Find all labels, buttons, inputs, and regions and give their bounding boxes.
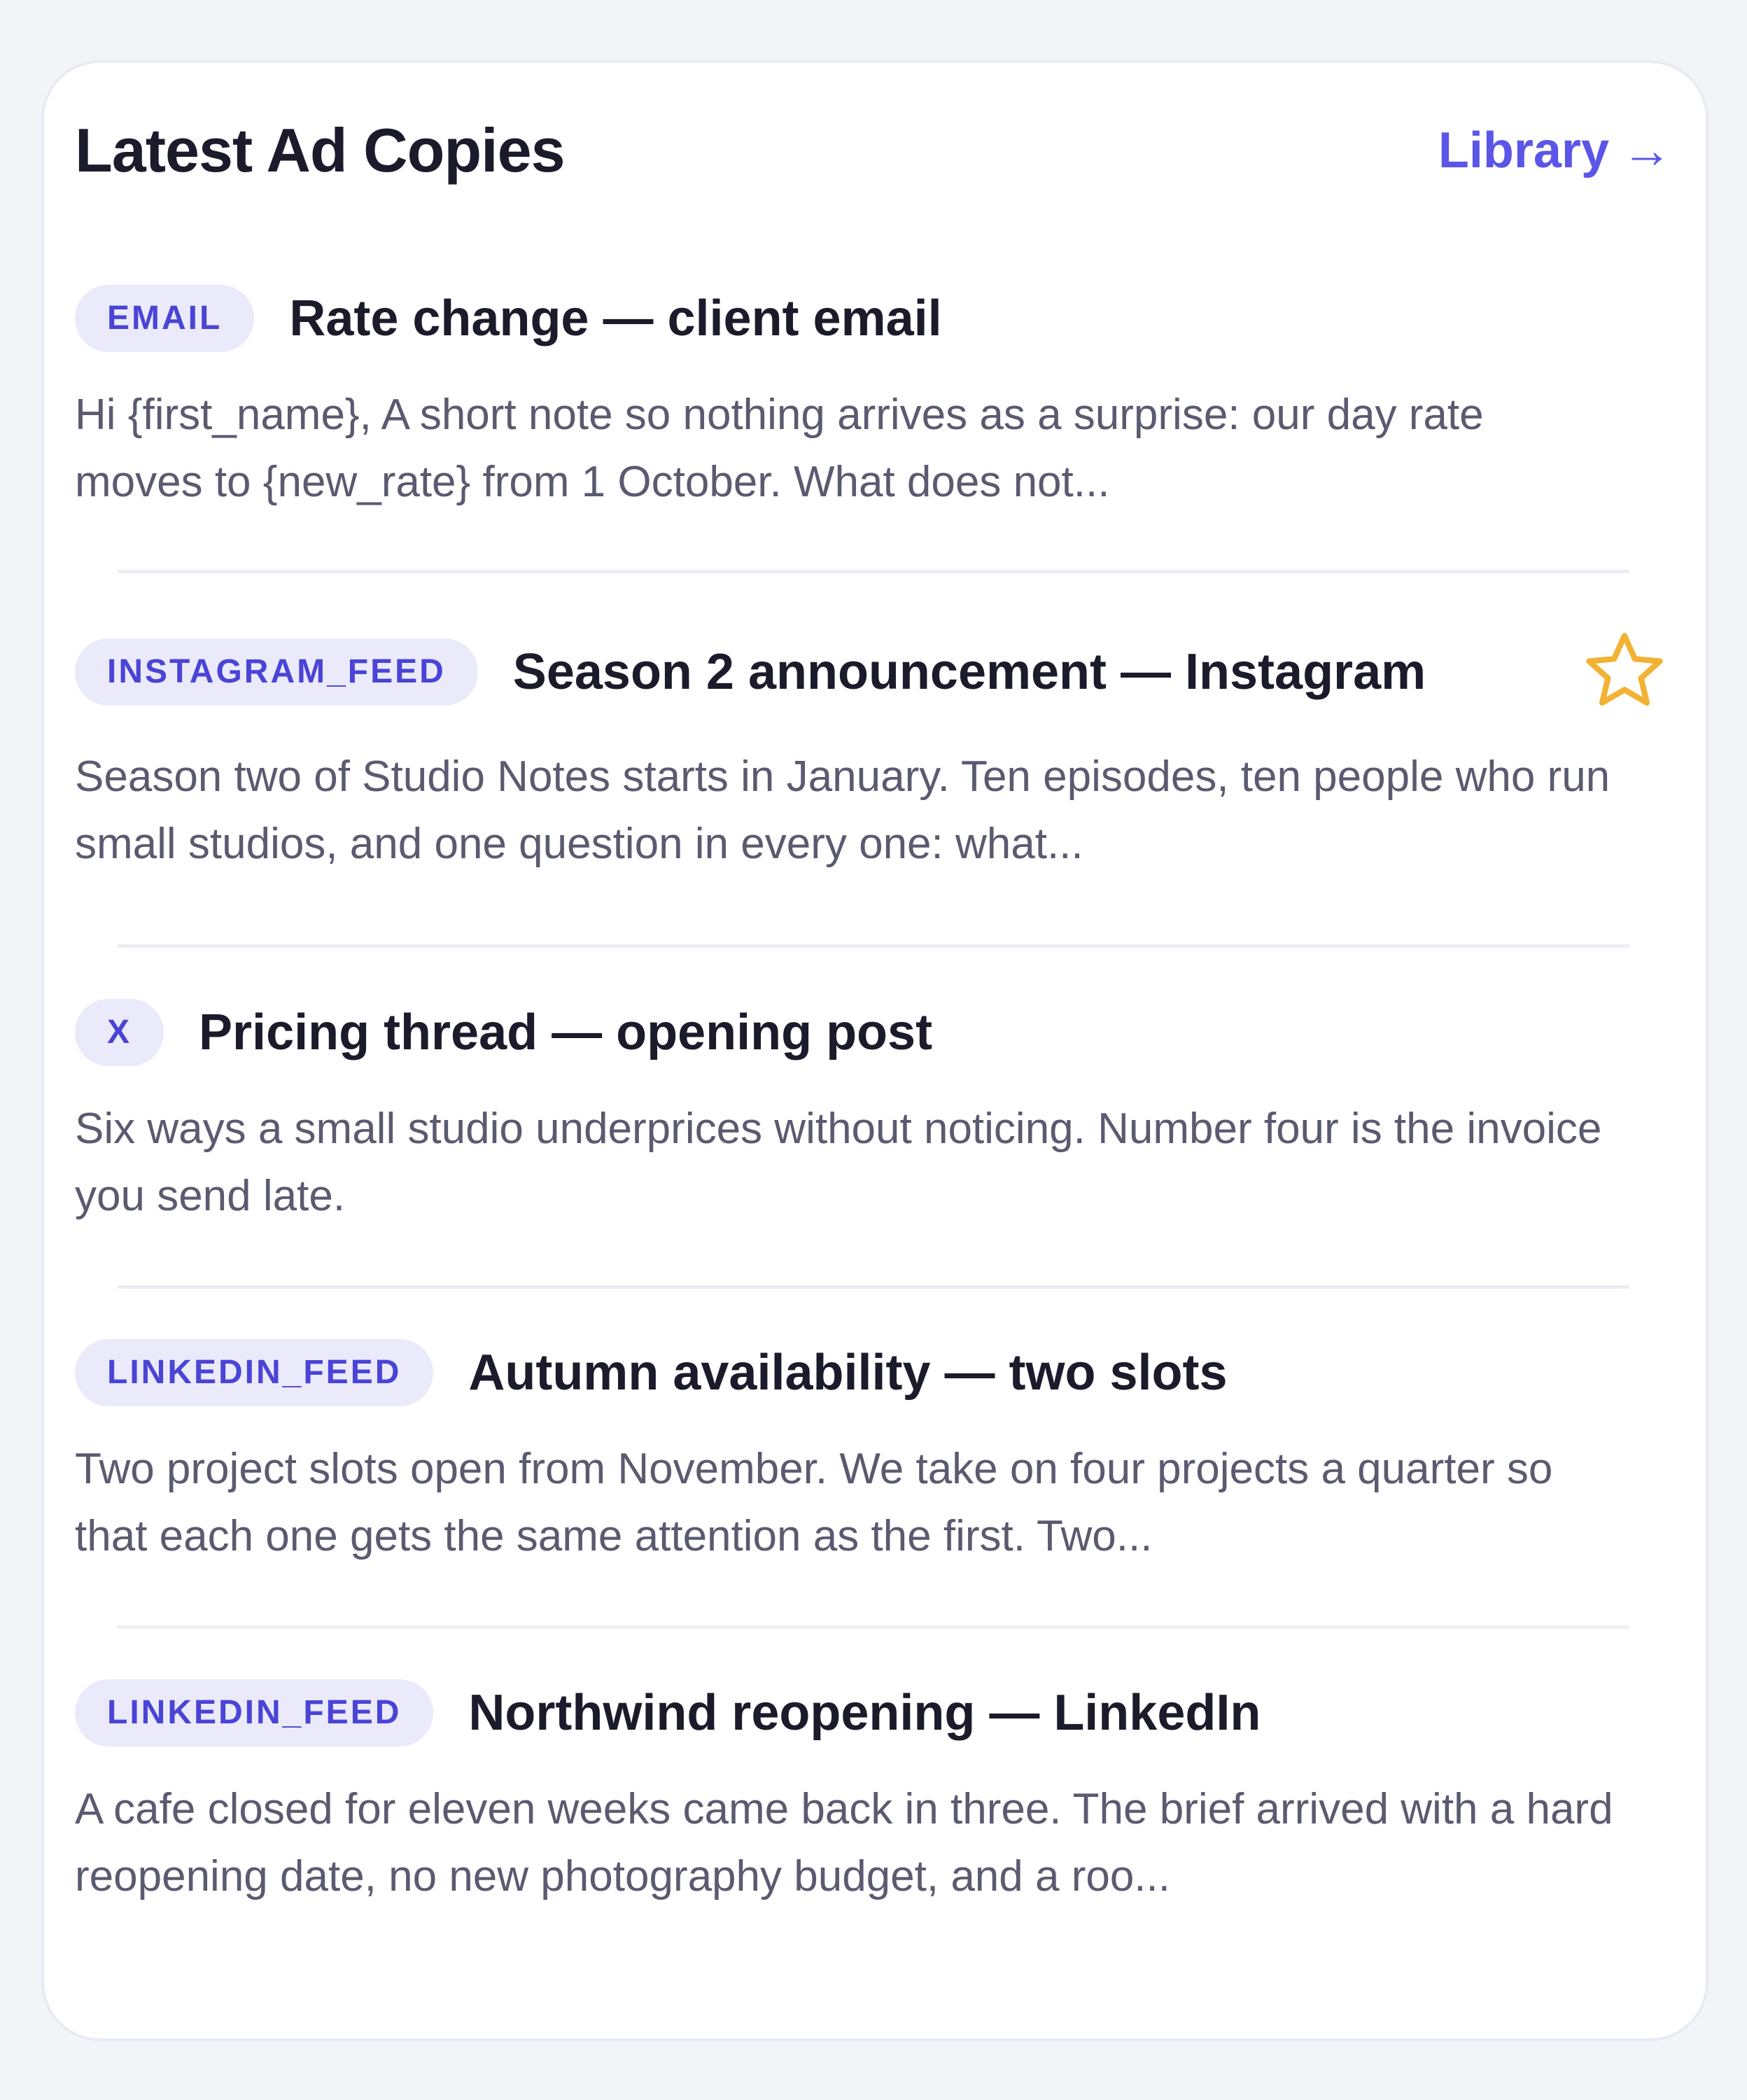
ad-copy-preview: A cafe closed for eleven weeks came back in three. The brief arrived with a hard reopening date, no new photography budget, and a roo... [75, 1785, 1613, 1900]
ad-copy-item[interactable] [75, 284, 1672, 516]
card-header [75, 112, 1672, 189]
ad-copy-preview: Hi {first_name}, A short note so nothing arrives as a surprise: our day rate moves to {new_rate} from 1 October. What does not... [75, 391, 1484, 506]
channel-badge: EMAIL [75, 285, 254, 352]
ad-copy-item[interactable] [75, 1678, 1672, 1910]
library-link-label: Library [1438, 122, 1609, 178]
ad-copy-preview: Two project slots open from November. We take on four projects a quarter so that each one gets the same attention as the first. Two... [75, 1445, 1553, 1560]
card-title: Latest Ad Copies [75, 115, 565, 185]
ad-copy-title[interactable]: Autumn availability — two slots [468, 1345, 1228, 1401]
ad-copy-title[interactable]: Rate change — client email [289, 290, 942, 346]
ad-copy-title[interactable]: Pricing thread — opening post [199, 1004, 933, 1060]
ad-copy-preview: Season two of Studio Notes starts in January. Ten episodes, ten people who run small studios, and one question in every one: what... [75, 752, 1611, 868]
ad-copy-title[interactable]: Northwind reopening — LinkedIn [468, 1685, 1261, 1741]
ad-copy-title[interactable]: Season 2 announcement — Instagram [512, 644, 1426, 700]
channel-badge: X [75, 999, 164, 1066]
ad-copy-item[interactable] [75, 997, 1672, 1230]
arrow-right-icon: → [1622, 122, 1672, 178]
ad-copy-preview: Six ways a small studio underprices without noticing. Number four is the invoice you send late. [75, 1105, 1602, 1220]
channel-badge: LINKEDIN_FEED [75, 1679, 433, 1746]
divider [118, 1285, 1629, 1289]
channel-badge: LINKEDIN_FEED [75, 1339, 433, 1406]
divider [118, 944, 1629, 948]
ad-copy-item[interactable] [75, 1338, 1672, 1570]
library-link[interactable] [1438, 122, 1672, 179]
star-outline-icon[interactable] [1578, 626, 1671, 718]
divider [118, 570, 1629, 573]
channel-badge: INSTAGRAM_FEED [75, 638, 478, 706]
divider [118, 1625, 1629, 1629]
ad-copy-item[interactable] [75, 637, 1672, 878]
